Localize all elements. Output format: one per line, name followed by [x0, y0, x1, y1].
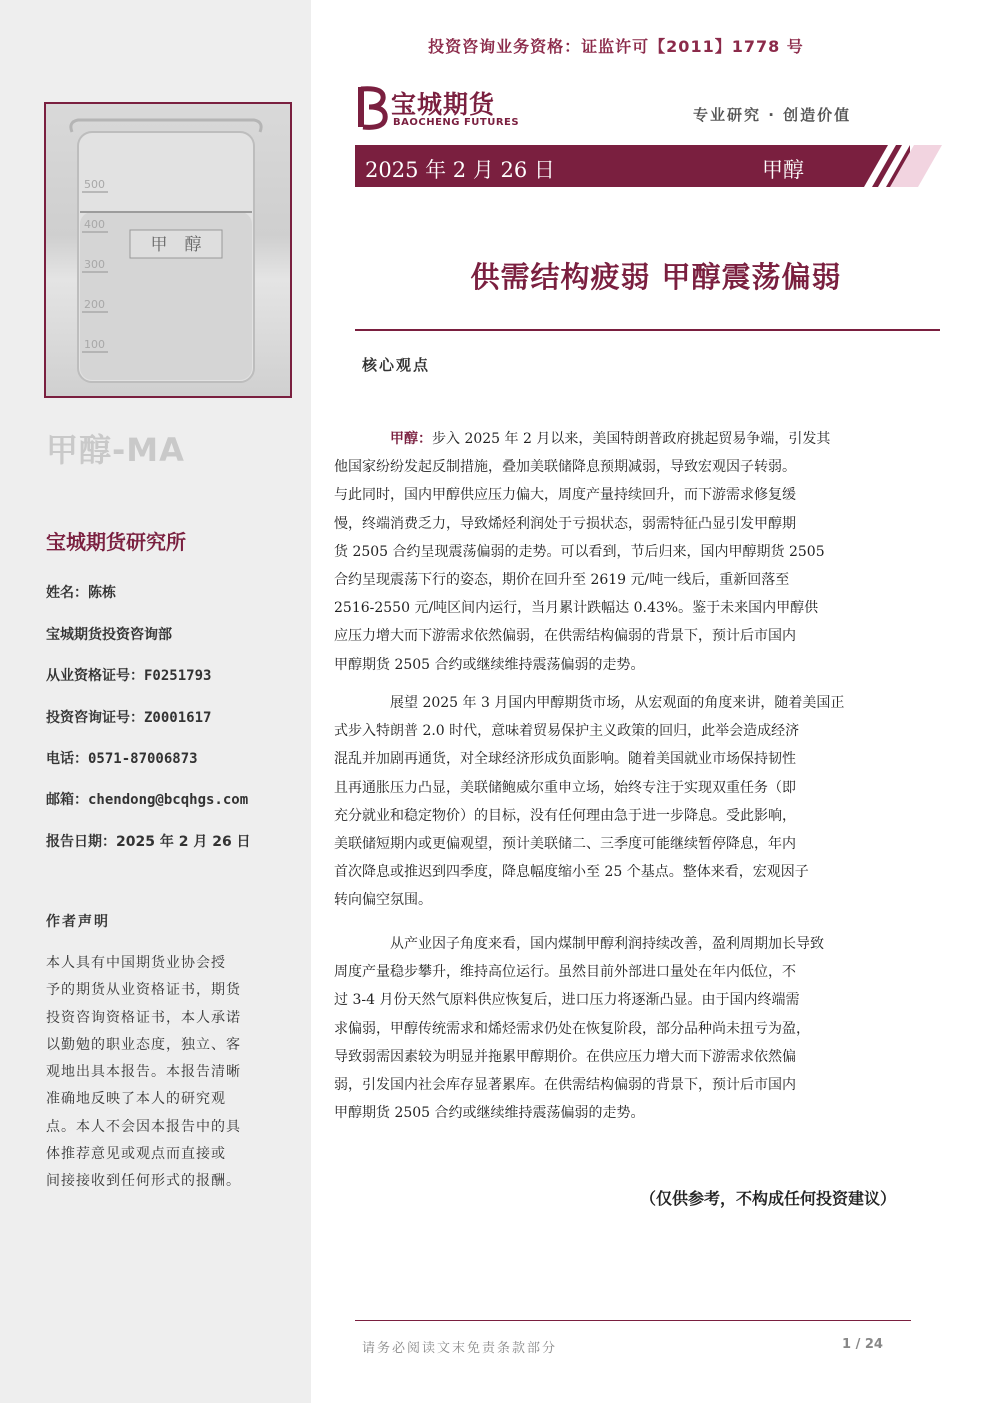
- title-divider: [355, 329, 940, 331]
- declaration-line: 间接接收到任何形式的报酬。: [46, 1173, 241, 1190]
- paragraph-lead: 甲醇：: [390, 431, 432, 447]
- report-date: 2025 年 2 月 26 日: [365, 158, 555, 182]
- beaker-mark-300: 300: [84, 258, 105, 271]
- report-category: 甲醇: [762, 158, 804, 182]
- beaker-label: 甲 醇: [150, 235, 202, 255]
- paragraph-2: 展望 2025 年 3 月国内甲醇期货市场，从宏观面的角度来讲，随着美国正 式步入特朗普 2.0 时代，意味着贸易保护主义政策的回归，此举会造成经济 混乱并加剧再通货，对全球经济形成负面影响。随着美国就业市场保持韧性 且再通胀压力凸显，美联储鲍威尔重申立场，始终专注于实现双重任务（即 充分就业和稳定物价）的目标，没有任何理由急于进一步降息。受此影响， 美联储短期内或更偏观望，预计美联储二、三季度可能继续暂停降息，年内 首次降息或推迟到四季度，降息幅度缩小至 25 个基点。整体来看，宏观因子 转向偏空氛围。: [334, 695, 845, 909]
- declaration-line: 予的期货从业资格证书，期货: [46, 982, 241, 999]
- license-text: 投资咨询业务资格：证监许可【2011】1778 号: [428, 37, 804, 56]
- institute-name: 宝城期货研究所: [46, 530, 186, 554]
- declaration-body: [46, 950, 274, 1196]
- footer-divider: [355, 1320, 911, 1321]
- beaker-mark-200: 200: [84, 298, 105, 311]
- beaker-mark-100: 100: [84, 338, 105, 351]
- core-view-heading: 核心观点: [362, 356, 431, 374]
- declaration-line: 准确地反映了本人的研究观: [46, 1091, 226, 1108]
- declaration-line: 点。本人不会因本报告中的具: [46, 1118, 241, 1135]
- logo-english: BAOCHENG FUTURES: [393, 117, 520, 128]
- beaker-image: [68, 112, 264, 388]
- info-phone: 电话：0571-87006873: [46, 751, 198, 767]
- declaration-line: 投资咨询资格证书，本人承诺: [46, 1009, 241, 1026]
- info-consulting-cert: 投资咨询证号：Z0001617: [46, 710, 212, 726]
- info-qualification: 从业资格证号：F0251793: [46, 668, 212, 684]
- declaration-line: 以勤勉的职业态度，独立、客: [46, 1036, 241, 1053]
- info-email[interactable]: 邮箱：chendong@bcqhgs.com: [46, 792, 249, 808]
- report-title: 供需结构疲弱 甲醇震荡偏弱: [470, 260, 842, 294]
- declaration-line: 本人具有中国期货业协会授: [46, 955, 226, 971]
- info-report-date: 报告日期：2025 年 2 月 26 日: [46, 834, 251, 850]
- methanol-beaker-photo: [44, 102, 292, 398]
- info-department: 宝城期货投资咨询部: [46, 627, 172, 643]
- date-banner: [355, 145, 910, 187]
- page-number: 1 / 24: [842, 1337, 883, 1352]
- sidebar: [0, 0, 311, 1403]
- info-analyst: 姓名：陈栋: [46, 585, 116, 601]
- slogan: 专业研究 · 创造价值: [693, 106, 852, 124]
- declaration-line: 观地出具本报告。本报告清晰: [46, 1064, 241, 1081]
- beaker-mark-500: 500: [84, 178, 105, 191]
- baocheng-logo-icon: [355, 83, 391, 131]
- banner-stripes-decoration: [862, 145, 942, 187]
- paragraph-3: 从产业因子角度来看，国内煤制甲醇利润持续改善，盈利周期加长导致 周度产量稳步攀升，维持高位运行。虽然目前外部进口量处在年内低位，不 过 3-4 月份天然气原料供应恢复后，进口压力将逐渐凸显。由于国内终端需 求偏弱，甲醇传统需求和烯烃需求仍处在恢复阶段，部分品种尚未扭亏为盈， 导致弱需因素较为明显并拖累甲醇期价。在供应压力增大而下游需求依然偏 弱，引发国内社会库存显著累库。在供需结构偏弱的背景下，预计后市国内 甲醇期货 2505 合约或继续维持震荡偏弱的走势。: [334, 936, 824, 1122]
- paragraph-1: 甲醇：步入 2025 年 2 月以来，美国特朗普政府挑起贸易争端，引发其 他国家纷纷发起反制措施，叠加美联储降息预期减弱，导致宏观因子转弱。 与此同时，国内甲醇供应压力偏大，周度产量持续回升，而下游需求修复缓 慢，终端消费乏力，导致烯烃利润处于亏损状态，弱需特征凸显引发甲醇期 货 2505 合约呈现震荡偏弱的走势。可以看到，节后归来，国内甲醇期货 2505 合约呈现震荡下行的姿态，期价在回升至 2619 元/吨一线后，重新回落至 2516-2550 元/吨区间内运行，当月累计跌幅达 0.43%。鉴于未来国内甲醇供 应压力增大而下游需求依然偏弱，在供需结构偏弱的背景下，预计后市国内 甲醇期货 2505 合约或继续维持震荡偏弱的走势。: [334, 431, 831, 673]
- product-code: 甲醇-MA: [46, 431, 185, 469]
- footer-note: 请务必阅读文末免责条款部分: [362, 1341, 558, 1356]
- beaker-mark-400: 400: [84, 218, 105, 231]
- declaration-title: 作者声明: [46, 914, 110, 930]
- logo-chinese: 宝城期货: [391, 90, 496, 119]
- company-logo: [355, 83, 525, 131]
- declaration-line: 体推荐意见或观点而直接或: [46, 1146, 226, 1163]
- investment-disclaimer: （仅供参考，不构成任何投资建议）: [640, 1189, 897, 1208]
